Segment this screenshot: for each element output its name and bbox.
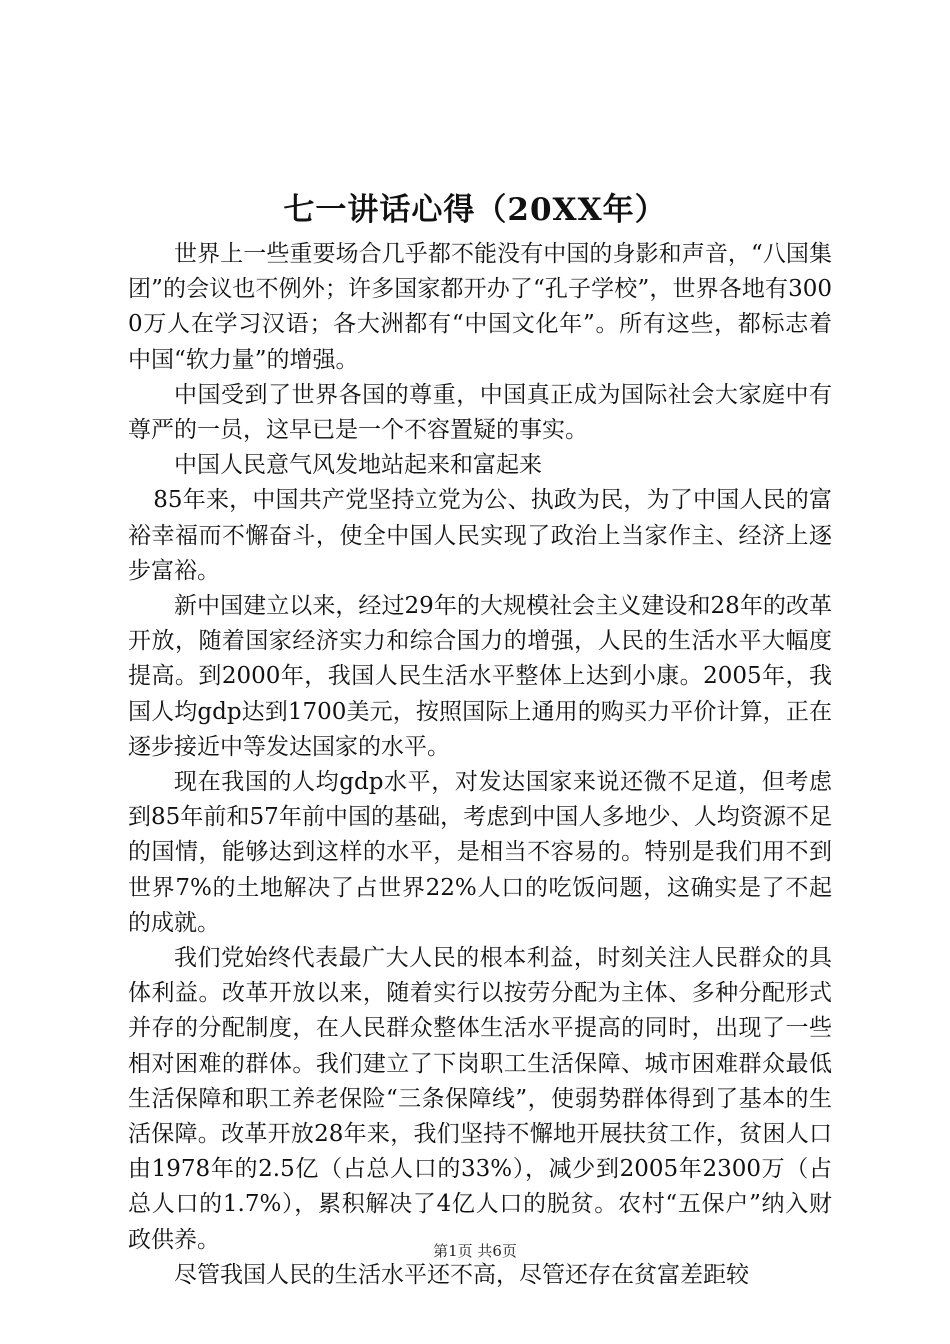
paragraph-gdp: 现在我国的人均gdp水平，对发达国家来说还微不足道，但考虑到85年前和57年前中国的基础，考虑到中国人多地少、人均资源不足的国情，能够达到这样的水平，是相当不容易的。特别是我们用不到世界7%的土地解决了占世界22%人口的吃饭问题，这确实是了不起的成就。 — [128, 769, 832, 936]
section-heading: 中国人民意气风发地站起来和富起来 — [174, 452, 542, 479]
paragraph-85-years: 85年来，中国共产党坚持立党为公、执政为民，为了中国人民的富裕幸福而不懈奋斗，使全中国人民实现了政治上当家作主、经济上逐步富裕。 — [128, 487, 832, 584]
paragraph-interests: 我们党始终代表最广大人民的根本利益，时刻关注人民群众的具体利益。改革开放以来，随着实行以按劳分配为主体、多种分配形式并存的分配制度，在人民群众整体生活水平提高的同时，出现了一些相对困难的群体。我们建立了下岗职工生活保障、城市困难群众最低生活保障和职工养老保险“三条保障线”，使弱势群体得到了基本的生活保障。改革开放28年来，我们坚持不懈地开展扶贫工作，贫困人口由1978年的2.5亿（占总人口的33%），减少到2005年2300万（占总人口的1.7%），累积解决了4亿人口的脱贫。农村“五保户”纳入财政供养。 — [128, 945, 832, 1253]
document-body — [128, 237, 832, 1293]
paragraph-respect: 中国受到了世界各国的尊重，中国真正成为国际社会大家庭中有尊严的一员，这早已是一个不容置疑的事实。 — [128, 381, 832, 444]
paragraph-continued: 尽管我国人民的生活水平还不高，尽管还存在贫富差距较 — [174, 1261, 749, 1288]
page-footer: 第1页 共6页 — [433, 1242, 517, 1260]
document-title: 七一讲话心得（20XX年） — [283, 192, 667, 228]
paragraph-living-standard: 新中国建立以来，经过29年的大规模社会主义建设和28年的改革开放，随着国家经济实力和综合国力的增强，人民的生活水平大幅度提高。到2000年，我国人民生活水平整体上达到小康。2005年，我国人均gdp达到1700美元，按照国际上通用的购买力平价计算，正在逐步接近中等发达国家的水平。 — [128, 593, 832, 760]
paragraph-soft-power: 世界上一些重要场合几乎都不能没有中国的身影和声音，“八国集团”的会议也不例外；许多国家都开办了“孔子学校”，世界各地有3000万人在学习汉语；各大洲都有“中国文化年”。所有这些，都标志着中国“软力量”的增强。 — [128, 241, 832, 373]
